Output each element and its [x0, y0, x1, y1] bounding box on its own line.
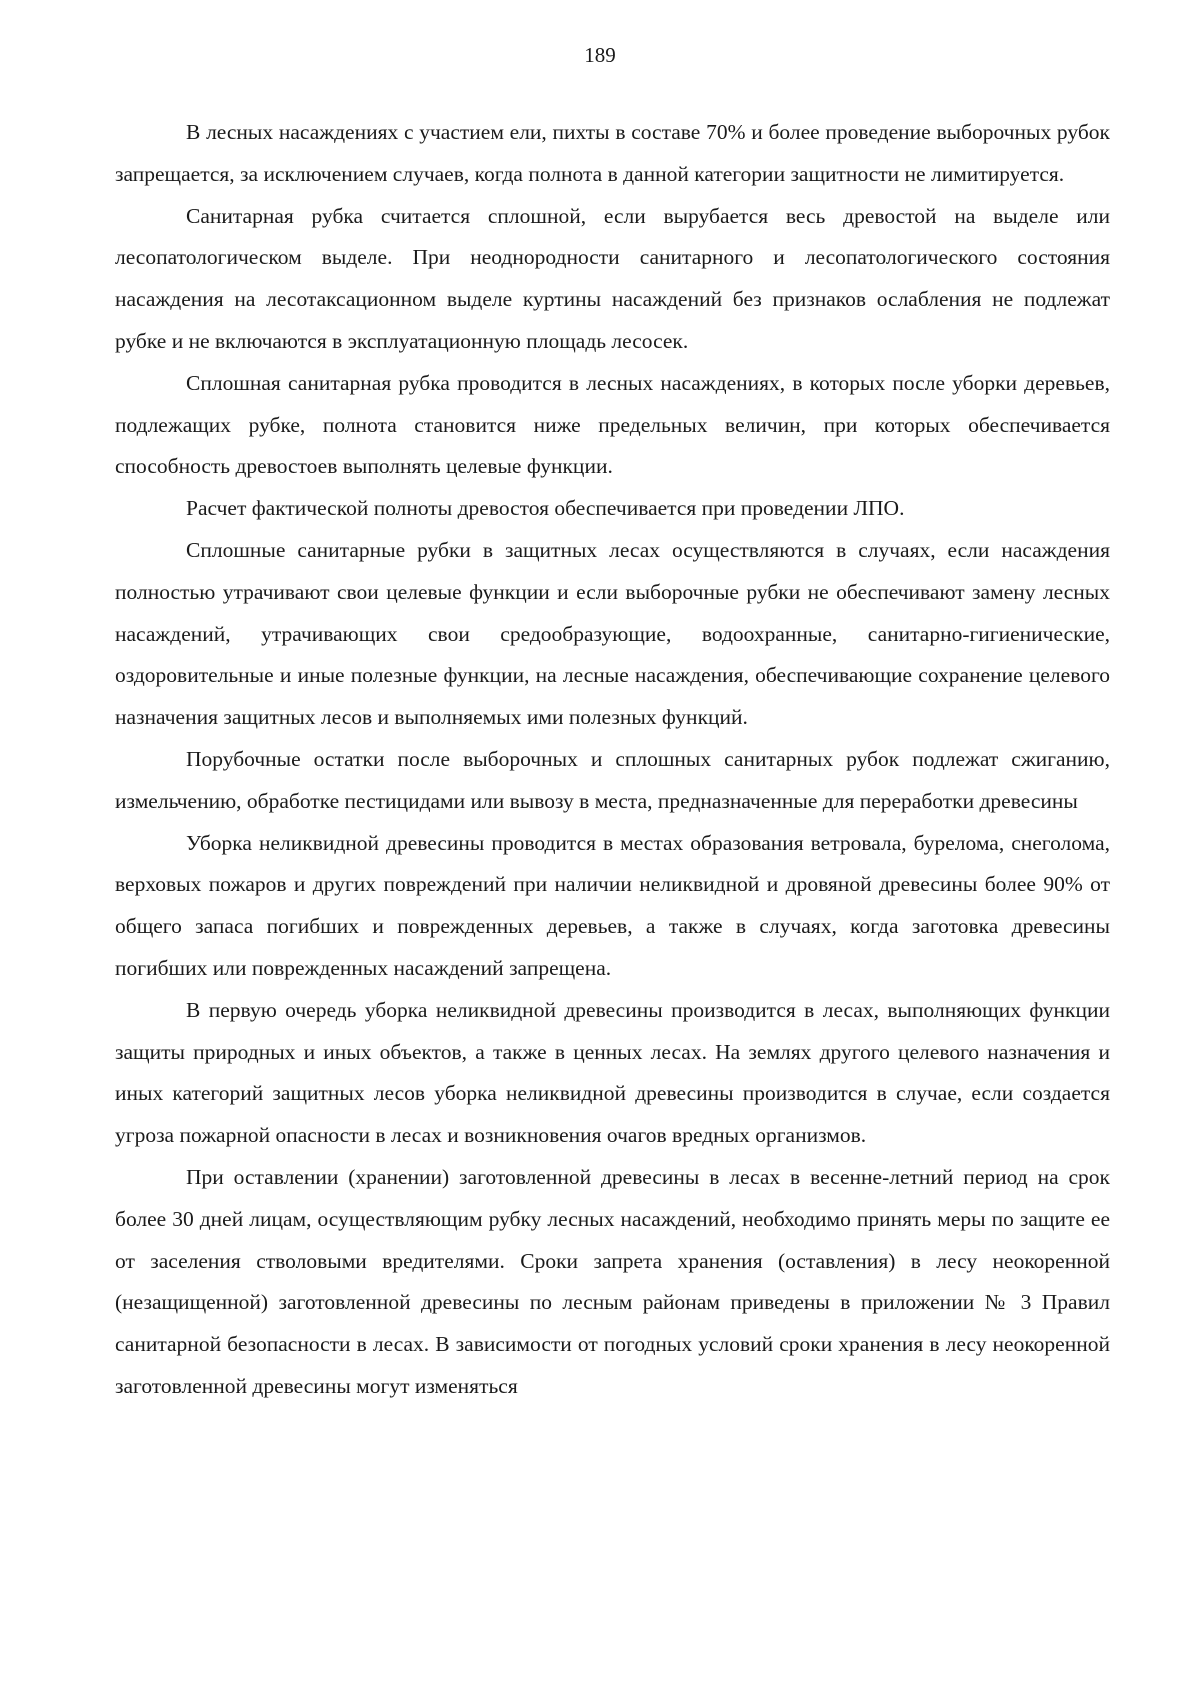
paragraph: Сплошная санитарная рубка проводится в лесных насаждениях, в которых после уборки деревьев, подлежащих рубке, полнота становится ниже предельных величин, при которых обеспечивается способность древостоев выполнять целевые функции.: [115, 370, 1110, 479]
paragraph: Расчет фактической полноты древостоя обеспечивается при проведении ЛПО.: [186, 496, 905, 521]
paragraph: В первую очередь уборка неликвидной древесины производится в лесах, выполняющих функции защиты природных и иных объектов, а также в ценных лесах. На землях другого целевого назначения и иных категорий защитных лесов уборка неликвидной древесины производится в случае, если создается угроза пожарной опасности в лесах и возникновения очагов вредных организмов.: [115, 997, 1110, 1148]
page-number: 189: [584, 43, 616, 67]
document-body: [115, 112, 1110, 1408]
paragraph: При оставлении (хранении) заготовленной древесины в лесах в весенне-летний период на срок более 30 дней лицам, осуществляющим рубку лесных насаждений, необходимо принять меры по защите ее от заселения стволовыми вредителями. Сроки запрета хранения (оставления) в лесу неокоренной (незащищенной) заготовленной древесины по лесным районам приведены в приложении № 3 Правил санитарной безопасности в лесах. В зависимости от погодных условий сроки хранения в лесу неокоренной заготовленной древесины могут изменяться: [115, 1164, 1110, 1398]
paragraph: Сплошные санитарные рубки в защитных лесах осуществляются в случаях, если насаждения полностью утрачивают свои целевые функции и если выборочные рубки не обеспечивают замену лесных насаждений, утрачивающих свои средообразующие, водоохранные, санитарно-гигиенические, оздоровительные и иные полезные функции, на лесные насаждения, обеспечивающие сохранение целевого назначения защитных лесов и выполняемых ими полезных функций.: [115, 537, 1110, 730]
paragraph: Порубочные остатки после выборочных и сплошных санитарных рубок подлежат сжиганию, измельчению, обработке пестицидами или вывозу в места, предназначенные для переработки древесины: [115, 746, 1110, 813]
paragraph: Санитарная рубка считается сплошной, если вырубается весь древостой на выделе или лесопатологическом выделе. При неоднородности санитарного и лесопатологического состояния насаждения на лесотаксационном выделе куртины насаждений без признаков ослабления не подлежат рубке и не включаются в эксплуатационную площадь лесосек.: [115, 203, 1110, 353]
paragraph: В лесных насаждениях с участием ели, пихты в составе 70% и более проведение выборочных рубок запрещается, за исключением случаев, когда полнота в данной категории защитности не лимитируется.: [115, 120, 1110, 186]
paragraph: Уборка неликвидной древесины проводится в местах образования ветровала, бурелома, снеголома, верховых пожаров и других повреждений при наличии неликвидной и дровяной древесины более 90% от общего запаса погибших и поврежденных деревьев, а также в случаях, когда заготовка древесины погибших или поврежденных насаждений запрещена.: [115, 830, 1110, 980]
